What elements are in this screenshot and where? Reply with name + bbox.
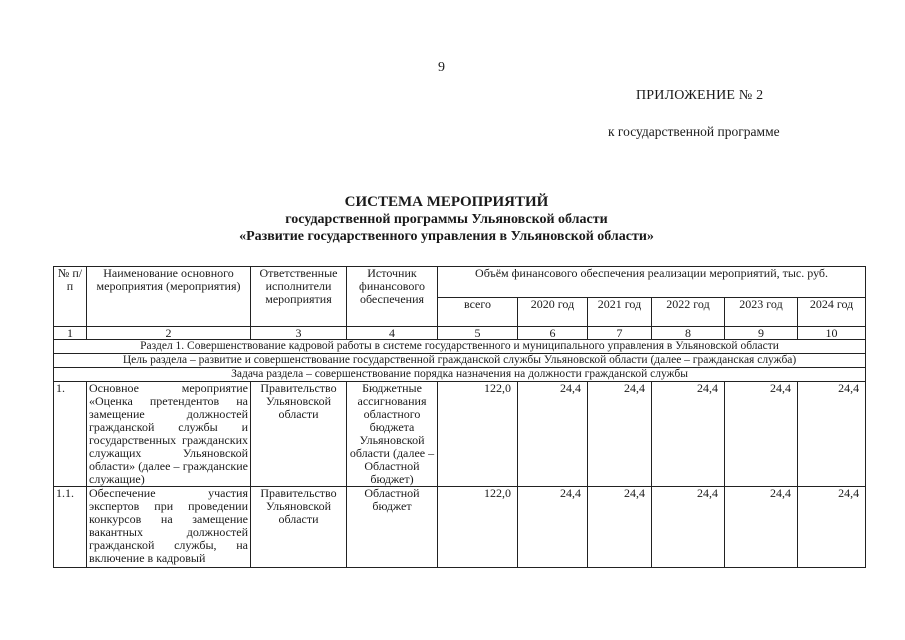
row-name: Обеспечение участия экспертов при проведении конкурсов на замещение вакантных должностей гражданской службы, на включение в кадровый — [87, 487, 251, 568]
row-2023: 24,4 — [725, 382, 798, 487]
section-title-row — [54, 340, 866, 354]
row-source: Бюджетные ассигнования областного бюджета Ульяновской области (далее – Областной бюджет) — [347, 382, 438, 487]
row-name: Основное мероприятие «Оценка претендентов на замещение должностей гражданской службы и государственных гражданских служащих Ульяновской области» (далее – гражданские служащие) — [87, 382, 251, 487]
header-row-1 — [54, 267, 866, 298]
section-title: Раздел 1. Совершенствование кадровой работы в системе государственного и муниципального управления в Ульяновской области — [54, 340, 866, 354]
column-number: 8 — [652, 327, 725, 340]
header-2022: 2022 год — [652, 298, 725, 327]
header-2020: 2020 год — [518, 298, 588, 327]
section-goal-row — [54, 354, 866, 368]
row-executor: Правительство Ульяновской области — [251, 487, 347, 568]
row-2024: 24,4 — [798, 487, 866, 568]
row-executor: Правительство Ульяновской области — [251, 382, 347, 487]
table-row — [54, 382, 866, 487]
appendix-title: ПРИЛОЖЕНИЕ № 2 — [636, 88, 764, 103]
header-name: Наименование основного мероприятия (мероприятия) — [87, 267, 251, 327]
column-number-row — [54, 327, 866, 340]
row-2021: 24,4 — [588, 487, 652, 568]
row-2024: 24,4 — [798, 382, 866, 487]
table-row — [54, 487, 866, 568]
row-total: 122,0 — [438, 382, 518, 487]
column-number: 3 — [251, 327, 347, 340]
column-number: 9 — [725, 327, 798, 340]
row-2022: 24,4 — [652, 382, 725, 487]
document-title — [0, 194, 893, 245]
row-2021: 24,4 — [588, 382, 652, 487]
column-number: 7 — [588, 327, 652, 340]
header-2021: 2021 год — [588, 298, 652, 327]
header-total: всего — [438, 298, 518, 327]
header-funding: Объём финансового обеспечения реализации мероприятий, тыс. руб. — [438, 267, 866, 298]
header-2024: 2024 год — [798, 298, 866, 327]
title-line-1: СИСТЕМА МЕРОПРИЯТИЙ — [344, 194, 549, 210]
row-num: 1.1. — [54, 487, 87, 568]
column-number: 2 — [87, 327, 251, 340]
title-line-3: «Развитие государственного управления в Ульяновской области» — [239, 229, 654, 244]
header-2023: 2023 год — [725, 298, 798, 327]
row-2023: 24,4 — [725, 487, 798, 568]
header-source: Источник финансового обеспечения — [347, 267, 438, 327]
row-2020: 24,4 — [518, 487, 588, 568]
appendix-subtitle: к государственной программе — [608, 124, 780, 139]
column-number: 1 — [54, 327, 87, 340]
column-number: 5 — [438, 327, 518, 340]
row-source: Областной бюджет — [347, 487, 438, 568]
header-num: № п/п — [54, 267, 87, 327]
title-line-2: государственной программы Ульяновской области — [285, 212, 608, 227]
header-executors: Ответственные исполнители мероприятия — [251, 267, 347, 327]
row-2020: 24,4 — [518, 382, 588, 487]
row-total: 122,0 — [438, 487, 518, 568]
page-number: 9 — [438, 60, 445, 75]
measures-table — [53, 266, 866, 568]
column-number: 6 — [518, 327, 588, 340]
row-num: 1. — [54, 382, 87, 487]
column-number: 10 — [798, 327, 866, 340]
row-2022: 24,4 — [652, 487, 725, 568]
column-number: 4 — [347, 327, 438, 340]
section-task-row — [54, 368, 866, 382]
section-task: Задача раздела – совершенствование порядка назначения на должности гражданской службы — [54, 368, 866, 382]
section-goal: Цель раздела – развитие и совершенствование государственной гражданской службы Ульяновской области (далее – гражданская служба) — [54, 354, 866, 368]
